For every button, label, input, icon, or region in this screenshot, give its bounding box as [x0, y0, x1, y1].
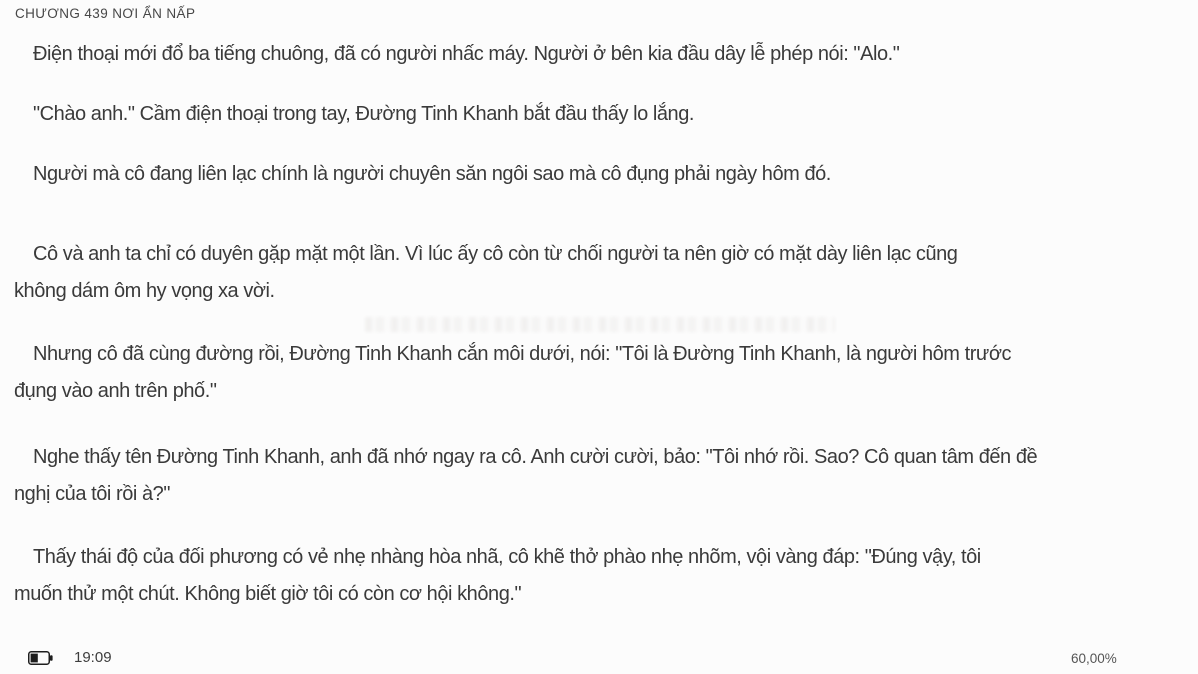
text-line: đụng vào anh trên phố.": [14, 380, 217, 402]
text-line: Người mà cô đang liên lạc chính là người chuyên săn ngôi sao mà cô đụng phải ngày hôm đó.: [33, 163, 831, 185]
paragraph: [14, 36, 1178, 73]
battery-icon: [28, 651, 53, 665]
paragraph: [14, 336, 1178, 410]
status-bar: [0, 644, 1198, 674]
paragraph: [14, 236, 1178, 310]
clock-time: 19:09: [74, 649, 112, 666]
chapter-title: CHƯƠNG 439 NƠI ẨN NẤP: [15, 6, 196, 21]
text-line: Nhưng cô đã cùng đường rồi, Đường Tinh Khanh cắn môi dưới, nói: "Tôi là Đường Tinh Khanh, là người hôm trước: [33, 343, 1012, 365]
paragraph: [14, 156, 1178, 193]
text-line: muốn thử một chút. Không biết giờ tôi có còn cơ hội không.": [14, 583, 522, 605]
faint-watermark: [365, 317, 835, 332]
text-line: Cô và anh ta chỉ có duyên gặp mặt một lần. Vì lúc ấy cô còn từ chối người ta nên giờ có mặt dày liên lạc cũng: [33, 243, 958, 265]
text-line: Thấy thái độ của đối phương có vẻ nhẹ nhàng hòa nhã, cô khẽ thở phào nhẹ nhõm, vội vàng đáp: "Đúng vậy, tôi: [33, 546, 981, 568]
paragraph: [14, 96, 1178, 133]
text-line: không dám ôm hy vọng xa vời.: [14, 280, 275, 302]
text-line: Nghe thấy tên Đường Tinh Khanh, anh đã nhớ ngay ra cô. Anh cười cười, bảo: "Tôi nhớ rồi. Sao? Cô quan tâm đến đề: [33, 446, 1038, 468]
paragraph: [14, 539, 1178, 613]
text-line: Điện thoại mới đổ ba tiếng chuông, đã có người nhấc máy. Người ở bên kia đầu dây lễ phép nói: "Alo.": [33, 43, 900, 65]
text-line: "Chào anh." Cầm điện thoại trong tay, Đường Tinh Khanh bắt đầu thấy lo lắng.: [33, 103, 695, 125]
text-line: nghị của tôi rồi à?": [14, 483, 170, 505]
reading-progress: 60,00%: [1071, 651, 1117, 666]
paragraph: [14, 439, 1178, 513]
